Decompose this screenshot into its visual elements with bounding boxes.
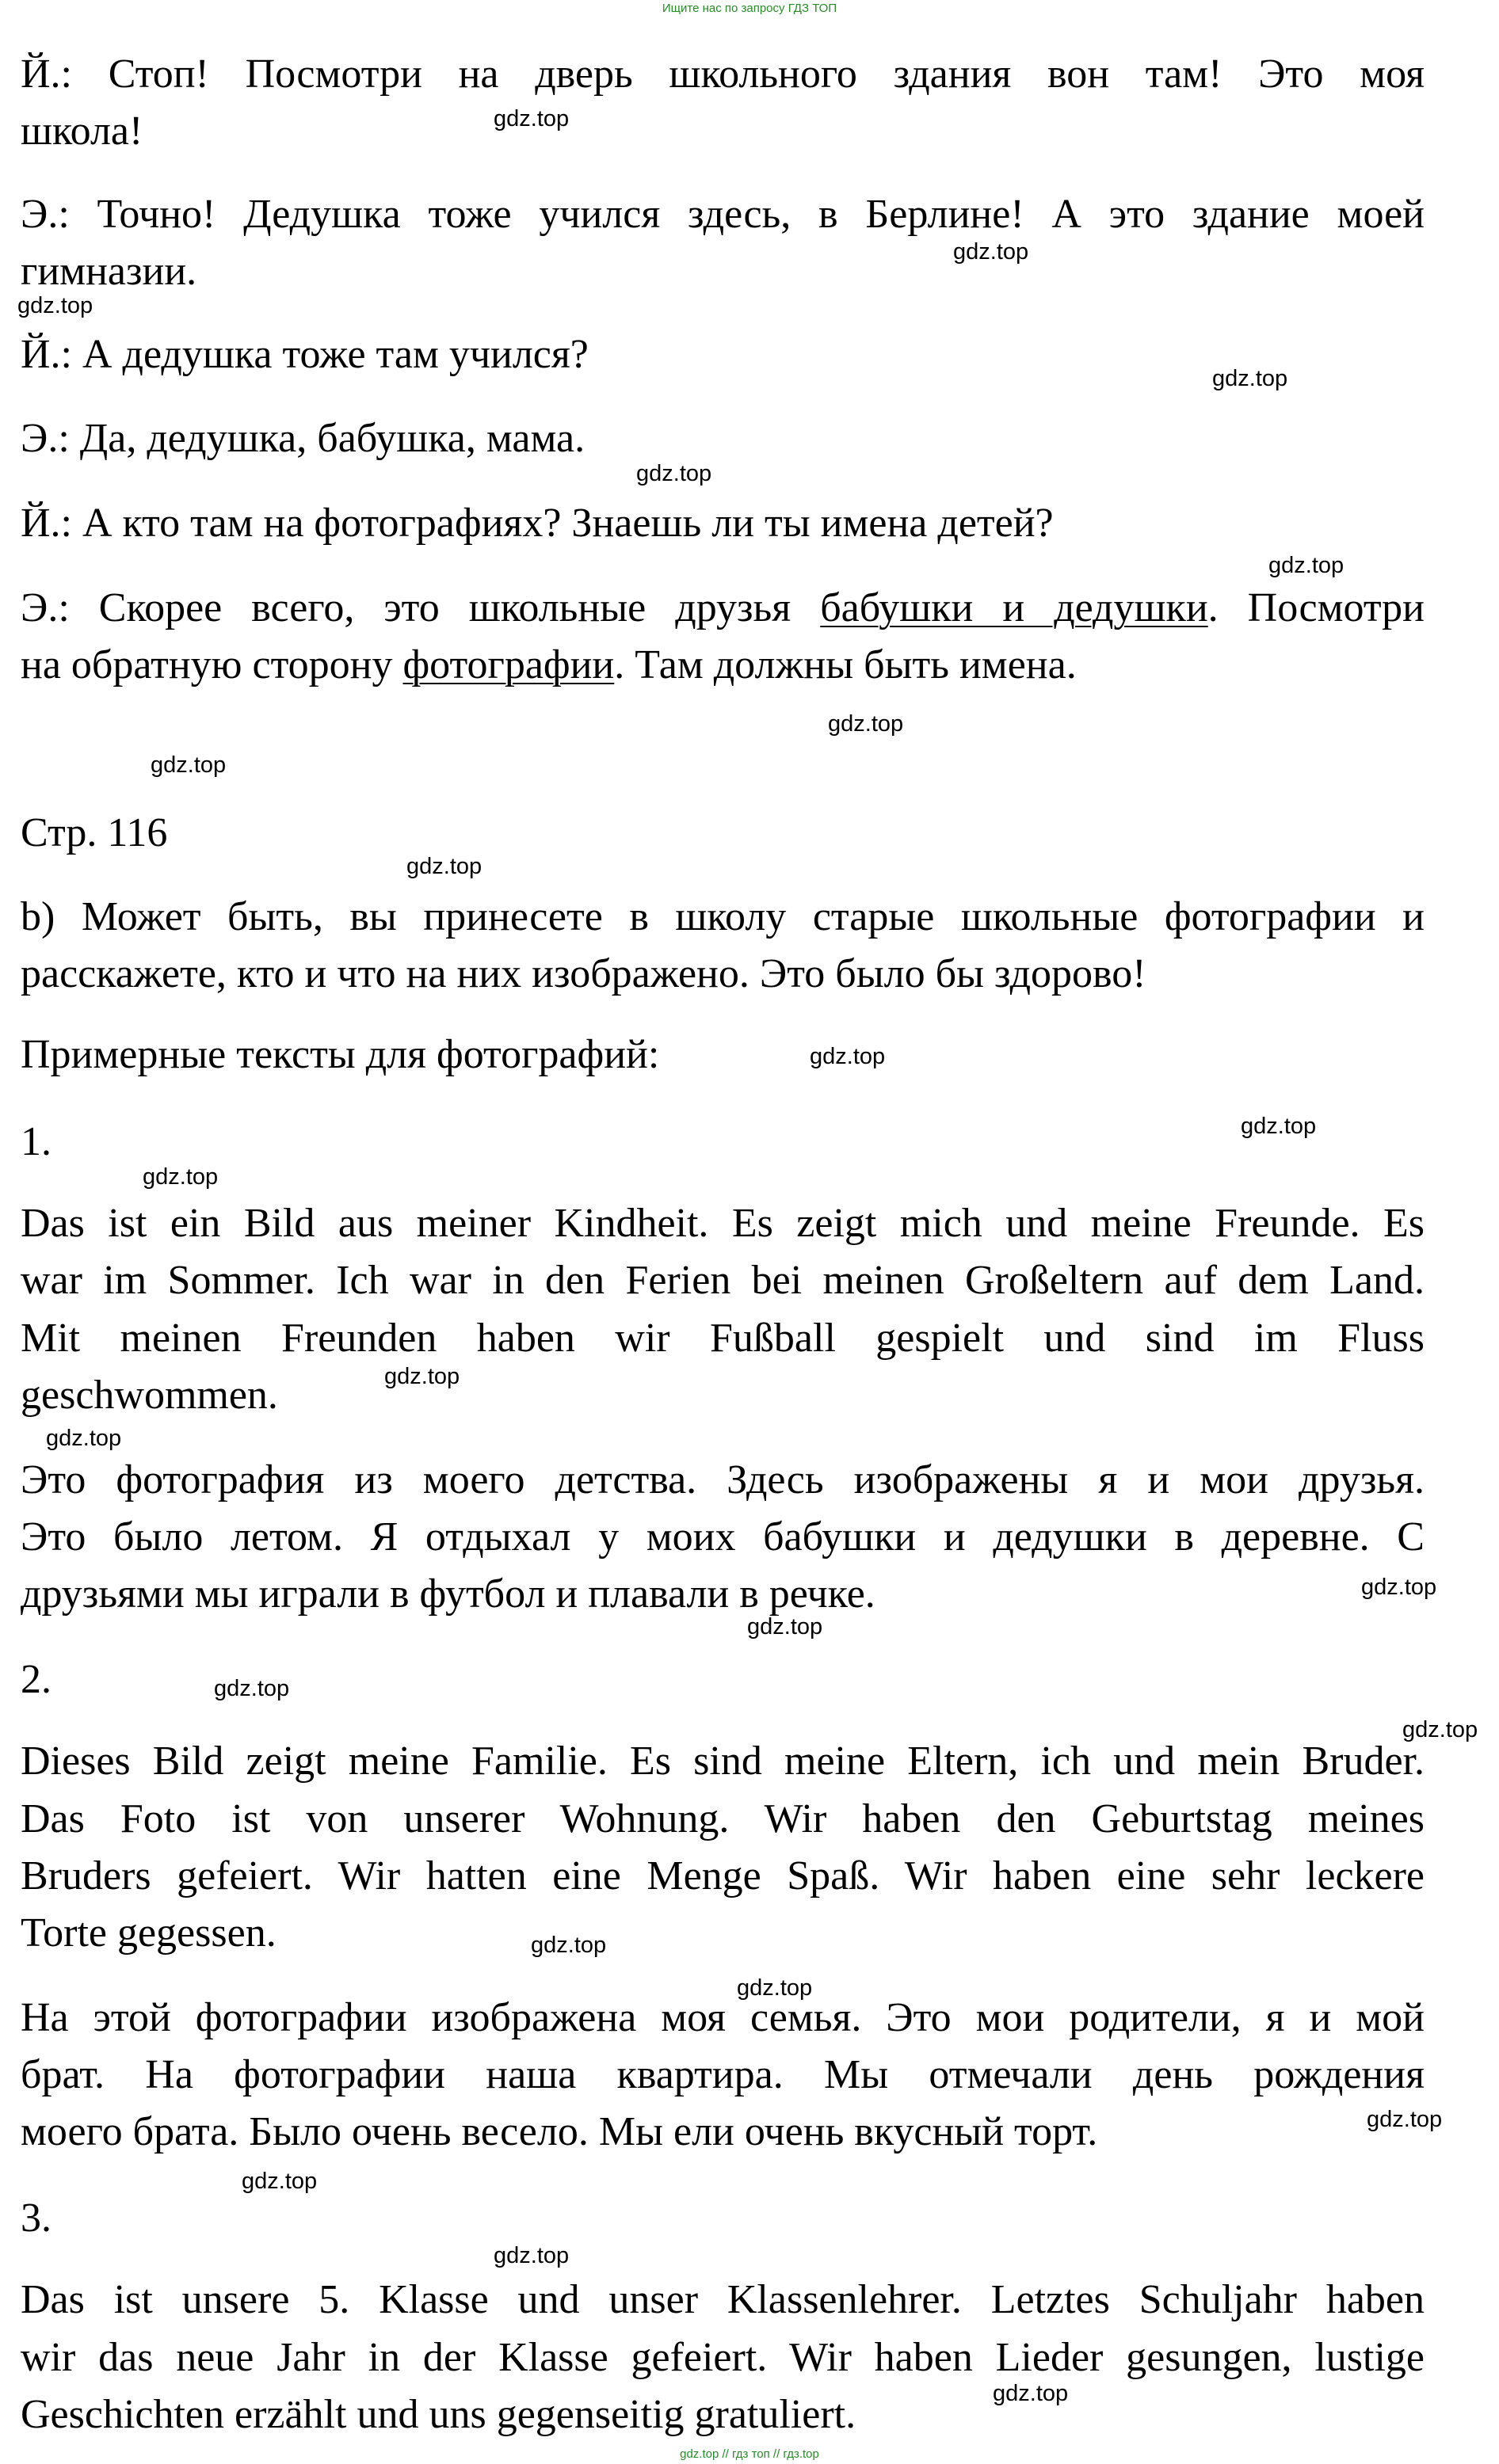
russian-text-line: На этой фотографии изображена моя семья. Это мои родители, я и мой bbox=[21, 1995, 1425, 2040]
page-reference: Стр. 116 bbox=[21, 810, 168, 855]
watermark: gdz.top bbox=[151, 752, 227, 778]
dialogue-text: . Посмотри bbox=[1207, 585, 1425, 630]
watermark: gdz.top bbox=[531, 1933, 607, 1958]
german-text-line: Das ist unsere 5. Klasse und unser Klassenlehrer. Letztes Schuljahr haben bbox=[21, 2277, 1425, 2322]
dialogue-text: Э.: Скорее всего, это школьные друзья bbox=[21, 585, 821, 630]
dialogue-line bbox=[21, 637, 1425, 694]
top-banner: Ищите нас по запросу ГДЗ ТОП bbox=[662, 2, 837, 15]
watermark: gdz.top bbox=[214, 1676, 290, 1701]
dialogue-line bbox=[21, 580, 1425, 637]
dialogue-text: на обратную сторону bbox=[21, 642, 403, 687]
russian-text-line: Это было летом. Я отдыхал у моих бабушки и дедушки в деревне. С bbox=[21, 1514, 1425, 1560]
dialogue-line: Э.: Да, дедушка, бабушка, мама. bbox=[21, 416, 585, 461]
watermark: gdz.top bbox=[747, 1614, 823, 1639]
underlined-word: фотографии bbox=[402, 642, 615, 687]
russian-text-line: Это фотография из моего детства. Здесь изображены я и мои друзья. bbox=[21, 1457, 1425, 1502]
watermark: gdz.top bbox=[1241, 1114, 1317, 1139]
dialogue-line: Й.: А дедушка тоже там учился? bbox=[21, 332, 589, 377]
watermark: gdz.top bbox=[384, 1364, 460, 1389]
german-text-line: wir das neue Jahr in der Klasse gefeiert. Wir haben Lieder gesungen, lustige bbox=[21, 2335, 1425, 2380]
dialogue-line: школа! bbox=[21, 109, 143, 154]
german-text-line: Torte gegessen. bbox=[21, 1910, 277, 1956]
watermark: gdz.top bbox=[406, 854, 483, 879]
german-text-line: Dieses Bild zeigt meine Familie. Es sind meine Eltern, ich und mein Bruder. bbox=[21, 1739, 1425, 1784]
watermark: gdz.top bbox=[737, 1975, 813, 2001]
underlined-phrase: бабушки и дедушки bbox=[820, 585, 1208, 630]
russian-text-line: моего брата. Было очень весело. Мы ели очень вкусный торт. bbox=[21, 2109, 1098, 2154]
item-number: 1. bbox=[21, 1119, 51, 1164]
watermark: gdz.top bbox=[828, 711, 904, 737]
dialogue-line: гимназии. bbox=[21, 249, 197, 294]
watermark: gdz.top bbox=[636, 461, 712, 486]
german-text-line: Geschichten erzählt und uns gegenseitig gratuliert. bbox=[21, 2392, 856, 2437]
dialogue-text: . Там должны быть имена. bbox=[614, 642, 1077, 687]
german-text-line: war im Sommer. Ich war in den Ferien bei meinen Großeltern auf dem Land. bbox=[21, 1258, 1425, 1303]
item-number: 2. bbox=[21, 1657, 51, 1702]
german-text-line: Das Foto ist von unserer Wohnung. Wir haben den Geburtstag meines bbox=[21, 1796, 1425, 1841]
german-text-line: Das ist ein Bild aus meiner Kindheit. Es zeigt mich und meine Freunde. Es bbox=[21, 1201, 1425, 1246]
watermark: gdz.top bbox=[1367, 2107, 1443, 2132]
watermark: gdz.top bbox=[143, 1164, 219, 1190]
russian-text-line: друзьями мы играли в футбол и плавали в речке. bbox=[21, 1571, 875, 1617]
russian-text-line: брат. На фотографии наша квартира. Мы отмечали день рождения bbox=[21, 2052, 1425, 2097]
watermark: gdz.top bbox=[953, 239, 1029, 265]
task-line: b) Может быть, вы принесете в школу старые школьные фотографии и bbox=[21, 894, 1425, 939]
bottom-banner: gdz.top // гдз топ // гдз.top bbox=[680, 2447, 819, 2461]
watermark: gdz.top bbox=[494, 2243, 570, 2268]
watermark: gdz.top bbox=[1268, 553, 1345, 578]
watermark: gdz.top bbox=[242, 2169, 318, 2194]
watermark: gdz.top bbox=[494, 106, 570, 131]
dialogue-line: Э.: Точно! Дедушка тоже учился здесь, в Берлине! А это здание моей bbox=[21, 192, 1425, 237]
watermark: gdz.top bbox=[46, 1426, 122, 1451]
watermark: gdz.top bbox=[1361, 1575, 1437, 1600]
german-text-line: Bruders gefeiert. Wir hatten eine Menge Spaß. Wir haben eine sehr leckere bbox=[21, 1853, 1425, 1898]
german-text-line: Mit meinen Freunden haben wir Fußball gespielt und sind im Fluss bbox=[21, 1316, 1425, 1361]
german-text-line: geschwommen. bbox=[21, 1373, 278, 1418]
watermark: gdz.top bbox=[1402, 1717, 1478, 1742]
task-line: расскажете, кто и что на них изображено. Это было бы здорово! bbox=[21, 951, 1146, 996]
watermark: gdz.top bbox=[810, 1044, 886, 1069]
dialogue-line: Й.: А кто там на фотографиях? Знаешь ли ты имена детей? bbox=[21, 501, 1054, 546]
item-number: 3. bbox=[21, 2196, 51, 2241]
watermark: gdz.top bbox=[17, 293, 93, 318]
watermark: gdz.top bbox=[1212, 366, 1288, 391]
watermark: gdz.top bbox=[993, 2381, 1069, 2406]
dialogue-line: Й.: Стоп! Посмотри на дверь школьного здания вон там! Это моя bbox=[21, 51, 1425, 97]
section-heading: Примерные тексты для фотографий: bbox=[21, 1032, 660, 1077]
